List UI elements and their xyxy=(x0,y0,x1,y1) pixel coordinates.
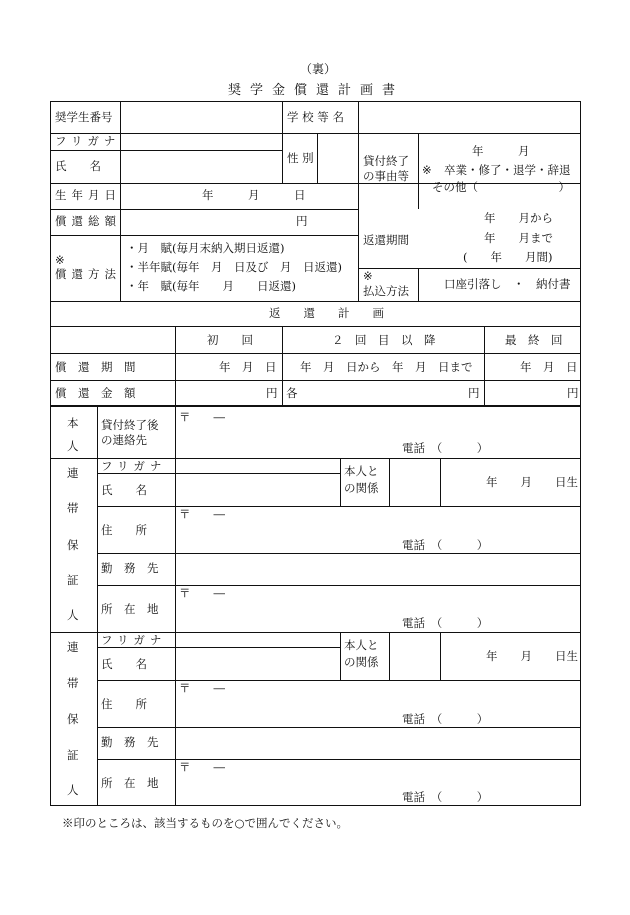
guarantor2-furigana-label: フリガナ xyxy=(101,633,167,647)
loan-end-label: 貸付終了 xyxy=(363,154,409,168)
page-side-label: （裏） xyxy=(300,62,337,76)
loan-end-mark: ※ xyxy=(422,163,432,177)
guarantor2-name-label: 氏 名 xyxy=(101,657,147,671)
name-value[interactable] xyxy=(124,153,278,181)
guarantor1-work-phone[interactable]: 電話 （ ） xyxy=(402,616,489,630)
school-name-label: 学 校 等 名 xyxy=(287,110,344,124)
loan-end-options[interactable]: 卒業・修了・退学・辞退 xyxy=(444,163,571,177)
guarantor2-side-2: 帯 xyxy=(67,676,79,690)
guarantor1-side-5: 人 xyxy=(67,608,79,622)
sex-value[interactable] xyxy=(320,136,356,181)
person-phone[interactable]: 電話 （ ） xyxy=(402,441,489,455)
plan-second-prefix: 各 xyxy=(286,386,298,400)
period-to[interactable]: 年 月まで xyxy=(484,231,553,245)
guarantor2-work-postal[interactable]: 〒 ― xyxy=(179,760,225,774)
guarantor1-phone[interactable]: 電話 （ ） xyxy=(402,538,489,552)
guarantor2-side-1: 連 xyxy=(67,640,79,654)
plan-second-unit: 円 xyxy=(468,386,480,400)
person-label-2: 人 xyxy=(67,439,79,453)
border-bottom xyxy=(50,805,581,806)
guarantor2-phone[interactable]: 電話 （ ） xyxy=(402,712,489,726)
pay-mark: ※ xyxy=(363,269,373,283)
plan-col-first: 初 回 xyxy=(207,333,253,347)
guarantor1-furigana-label: フリガナ xyxy=(101,459,167,473)
plan-last-period[interactable]: 年 月 日 xyxy=(520,360,578,374)
furigana-label: フリガナ xyxy=(55,134,121,148)
plan-second-period[interactable]: 年 月 日から 年 月 日まで xyxy=(300,360,473,374)
plan-row-period: 償 還 期 間 xyxy=(55,360,136,374)
plan-title: 返 還 計 画 xyxy=(269,306,384,320)
guarantor1-work-address-label: 所 在 地 xyxy=(101,602,159,616)
plan-col-second: ２ 回 目 以 降 xyxy=(332,333,436,347)
birth-label: 生年月日 xyxy=(55,188,121,202)
guarantor2-side-5: 人 xyxy=(67,783,79,797)
total-unit: 円 xyxy=(296,214,308,228)
guarantor1-address-label: 住 所 xyxy=(101,523,147,537)
method-option-semiannual[interactable]: ・半年賦(毎年 月 日及び 月 日返還) xyxy=(126,260,342,274)
pay-method-options[interactable]: 口座引落し ・ 納付書 xyxy=(444,277,571,291)
plan-last-unit: 円 xyxy=(567,386,579,400)
guarantor1-birth[interactable]: 年 月 日生 xyxy=(486,475,578,489)
guarantor1-side-2: 帯 xyxy=(67,501,79,515)
guarantor1-side-4: 証 xyxy=(67,573,79,587)
guarantor2-relation-label: 本人と xyxy=(344,638,379,652)
sex-label: 性 別 xyxy=(287,151,314,165)
loan-end-label-2: の事由等 xyxy=(363,169,409,183)
school-name-value[interactable] xyxy=(362,104,576,130)
student-number-label: 奨学生番号 xyxy=(55,110,113,124)
guarantor1-side-1: 連 xyxy=(67,466,79,480)
contact-after-label: 貸付終了後 xyxy=(101,418,159,432)
border-right xyxy=(580,101,581,806)
guarantor1-work-label: 勤 務 先 xyxy=(101,561,159,575)
method-option-annual[interactable]: ・年 賦(毎年 月 日返還) xyxy=(126,279,296,293)
footer-note: ※印のところは、該当するものを○で囲んでください。 xyxy=(62,816,349,830)
period-months[interactable]: ( 年 月間) xyxy=(463,250,553,264)
guarantor2-work-phone[interactable]: 電話 （ ） xyxy=(402,790,489,804)
guarantor2-address-label: 住 所 xyxy=(101,697,147,711)
plan-first-unit: 円 xyxy=(266,386,278,400)
loan-end-ym: 年 月 xyxy=(472,144,530,158)
period-from[interactable]: 年 月から xyxy=(484,211,553,225)
guarantor2-side-4: 証 xyxy=(67,748,79,762)
guarantor2-postal[interactable]: 〒 ― xyxy=(179,681,225,695)
guarantor1-side-3: 保 xyxy=(67,538,79,552)
person-postal[interactable]: 〒 ― xyxy=(179,410,225,424)
plan-row-amount: 償 還 金 額 xyxy=(55,386,136,400)
plan-col-last: 最 終 回 xyxy=(505,333,563,347)
total-label: 償還総額 xyxy=(55,214,121,228)
method-label: 償還方法 xyxy=(55,267,121,281)
loan-end-other[interactable]: その他（ ） xyxy=(432,180,570,194)
contact-after-label-2: の連絡先 xyxy=(101,433,147,447)
guarantor1-name-label: 氏 名 xyxy=(101,483,147,497)
guarantor2-relation-label-2: の関係 xyxy=(344,655,379,669)
guarantor1-relation-label: 本人と xyxy=(344,464,379,478)
page-title: 奨学金償還計画書 xyxy=(228,83,405,98)
guarantor1-postal[interactable]: 〒 ― xyxy=(179,507,225,521)
birth-value[interactable]: 年 月 日 xyxy=(202,188,306,202)
student-number-value[interactable] xyxy=(124,104,278,130)
plan-first-period[interactable]: 年 月 日 xyxy=(219,360,277,374)
method-option-monthly[interactable]: ・月 賦(毎月末納入期日返還) xyxy=(126,241,285,255)
border-top xyxy=(50,101,581,102)
period-label: 返還期間 xyxy=(363,233,409,247)
guarantor2-birth[interactable]: 年 月 日生 xyxy=(486,649,578,663)
person-label: 本 xyxy=(67,416,79,430)
guarantor1-work-postal[interactable]: 〒 ― xyxy=(179,586,225,600)
guarantor2-work-label: 勤 務 先 xyxy=(101,735,159,749)
guarantor1-relation-label-2: の関係 xyxy=(344,481,379,495)
border-left xyxy=(50,101,51,806)
guarantor2-work-address-label: 所 在 地 xyxy=(101,776,159,790)
name-label: 氏 名 xyxy=(55,159,101,173)
pay-label: 払込方法 xyxy=(363,284,409,298)
method-mark: ※ xyxy=(55,253,65,267)
guarantor2-side-3: 保 xyxy=(67,712,79,726)
